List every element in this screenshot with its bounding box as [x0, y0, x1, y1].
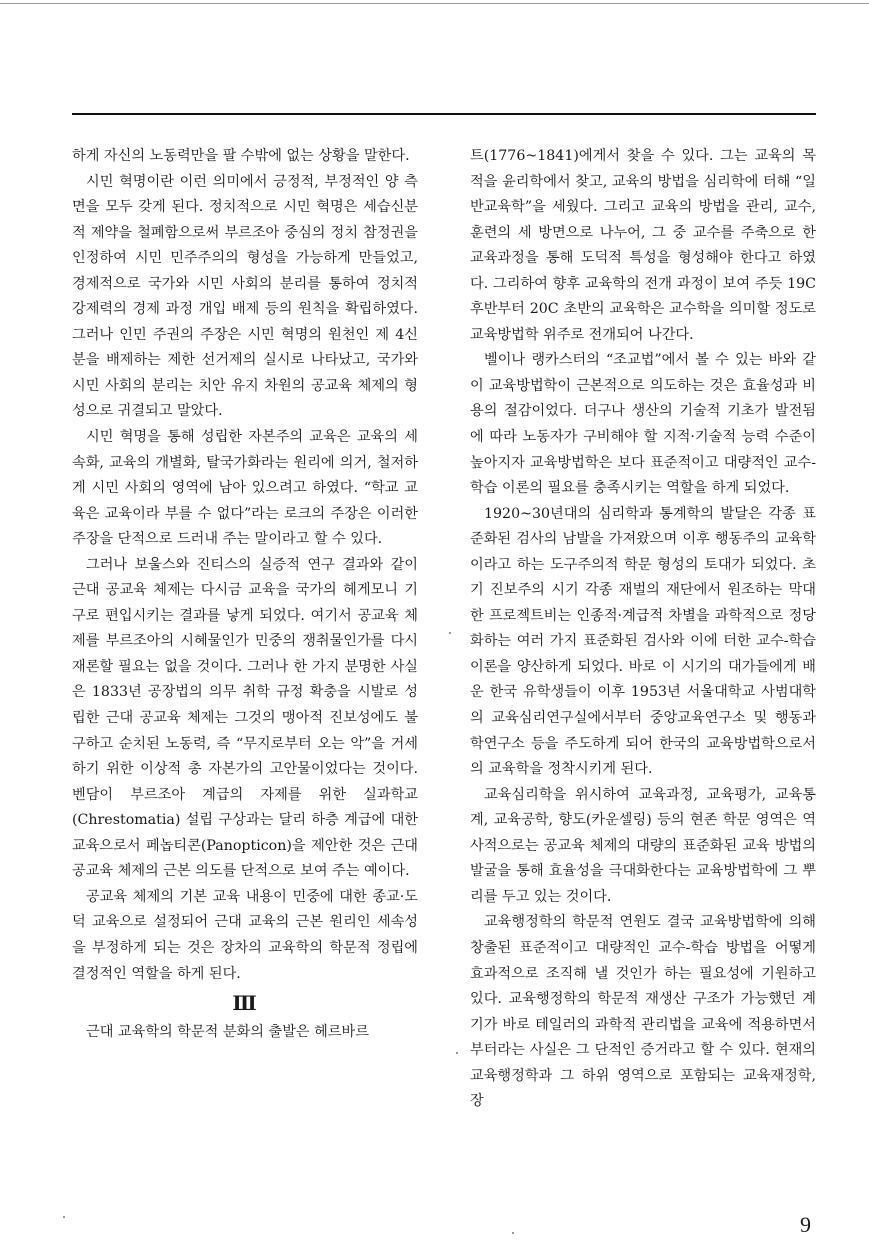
right-column: [470, 144, 816, 1115]
section-heading-numeral: Ⅲ: [232, 991, 258, 1016]
paragraph: 그러나 보울스와 진티스의 실증적 연구 결과와 같이 근대 공교육 체제는 다시금 교육을 국가의 헤게모니 기구로 편입시키는 결과를 낳게 되었다. 여기서 공교육 체제를 부르조아의 시혜물인가 민중의 쟁취물인가를 다시 재론할 필요는 없을 것이다. 그러나 한 가지 분명한 사실은 1833년 공장법의 의무 취학 규정 확충을 시발로 성립한 근대 공교육 체제는 그것의 맹아적 진보성에도 불구하고 순치된 노동력, 즉 “무지로부터 오는 악”을 거세하기 위한 이상적 총 자본가의 고안물이었다는 것이다. 벤담이 부르조아 계급의 자제를 위한 실과학교(Chrestomatia) 설립 구상과는 달리 하층 계급에 대한 교육으로서 페놉티콘(Panopticon)을 제안한 것은 근대 공교육 체제의 근본 의도를 단적으로 보여 주는 예이다.: [72, 556, 418, 880]
scan-speck: [449, 632, 451, 634]
paragraph: 교육심리학을 위시하여 교육과정, 교육평가, 교육통계, 교육공학, 향도(카운셀링) 등의 현존 학문 영역은 역사적으로는 공교육 체제의 대량의 표준화된 교육 방법의 발굴을 통해 효율성을 극대화한다는 교육방법학에 그 뿌리를 두고 있는 것이다.: [470, 786, 816, 905]
paragraph: 시민 혁명을 통해 성립한 자본주의 교육은 교육의 세속화, 교육의 개별화, 탈국가화라는 원리에 의거, 철저하게 시민 사회의 영역에 남아 있으려고 하였다. “학교 교육은 교육이라 부를 수 없다”라는 로크의 주장은 이러한 주장을 단적으로 드러내 주는 말이라고 할 수 있다.: [72, 429, 418, 548]
page-number: 9: [800, 1212, 811, 1237]
left-column: [72, 144, 418, 1046]
paragraph: 시민 혁명이란 이런 의미에서 긍정적, 부정적인 양 측면을 모두 갖게 된다. 정치적으로 시민 혁명은 세습신분적 제약을 철폐함으로써 부르조아 중심의 정치 참정권을 인정하여 시민 민주주의의 형성을 가능하게 만들었고, 경제적으로 국가와 시민 사회의 분리를 통하여 정치적 강제력의 경제 과정 개입 배제 등의 원칙을 확립하였다. 그러나 인민 주권의 주장은 시민 혁명의 원천인 제 4신분을 배제하는 제한 선거제의 실시로 나타났고, 국가와 시민 사회의 분리는 치안 유지 차원의 공교육 체제의 형성으로 귀결되고 말았다.: [72, 173, 418, 420]
paragraph: 하게 자신의 노동력만을 팔 수밖에 없는 상황을 말한다.: [72, 148, 410, 164]
header-rule: [72, 113, 816, 115]
paragraph: 근대 교육학의 학문적 분화의 출발은 헤르바르: [86, 1024, 369, 1041]
top-page-edge-rule: [0, 3, 869, 4]
paragraph: 트(1776~1841)에게서 찾을 수 있다. 그는 교육의 목적을 윤리학에서 찾고, 교육의 방법을 심리학에 터해 “일반교육학”을 세웠다. 그리고 교육의 방법을 관리, 교수, 훈련의 세 방면으로 나누어, 그 중 교수를 주축으로 한 교육과정을 통해 도덕적 특성을 형성해야 한다고 하였다. 그리하여 향후 교육학의 전개 과정이 보여 주듯 19C 후반부터 20C 초반의 교육학은 교수학을 의미할 정도로 교육방법학 위주로 전개되어 나간다.: [470, 148, 816, 343]
paragraph: 벨이나 랭카스터의 “조교법”에서 볼 수 있는 바와 같이 교육방법학이 근본적으로 의도하는 것은 효율성과 비용의 절감이었다. 더구나 생산의 기술적 기초가 발전됨에 따라 노동자가 구비해야 할 지적·기술적 능력 수준이 높아지자 교육방법학은 보다 표준적이고 대량적인 교수-학습 이론의 필요를 충족시키는 역할을 하게 되었다.: [470, 352, 816, 497]
scan-speck: [512, 1232, 514, 1234]
paragraph: 공교육 체제의 기본 교육 내용이 민중에 대한 종교·도덕 교육으로 설정되어 근대 교육의 근본 원리인 세속성을 부정하게 되는 것은 장차의 교육학의 학문적 정립에 결정적인 역할을 하게 된다.: [72, 888, 418, 982]
scan-speck: [456, 1052, 458, 1054]
paragraph: 교육행정학의 학문적 연원도 결국 교육방법학에 의해 창출된 표준적이고 대량적인 교수-학습 방법을 어떻게 효과적으로 조직해 낼 것인가 하는 필요성에 기원하고 있다. 교육행정학의 학문적 재생산 구조가 가능했던 계기가 바로 테일러의 과학적 관리법을 교육에 적용하면서부터라는 사실은 그 단적인 증거라고 할 수 있다. 현재의 교육행정학과 그 하위 영역으로 포함되는 교육재정학, 장: [470, 914, 816, 1110]
scan-speck: [63, 1216, 65, 1218]
paragraph: 1920~30년대의 심리학과 통계학의 발달은 각종 표준화된 검사의 남발을 가져왔으며 이후 행동주의 교육학이라고 하는 도구주의적 학문 형성의 토대가 되었다. 초기 진보주의 시기 각종 재벌의 재단에서 원조하는 막대한 프로젝트비는 인종적·계급적 차별을 과학적으로 정당화하는 여러 가지 표준화된 검사와 이에 터한 교수-학습 이론을 양산하게 되었다. 바로 이 시기의 대가들에게 배운 한국 유학생들이 이후 1953년 서울대학교 사범대학의 교육심리연구실에서부터 중앙교육연구소 및 행동과학연구소 등을 주도하게 되어 한국의 교육방법학으로서의 교육학을 정착시키게 된다.: [470, 505, 816, 778]
